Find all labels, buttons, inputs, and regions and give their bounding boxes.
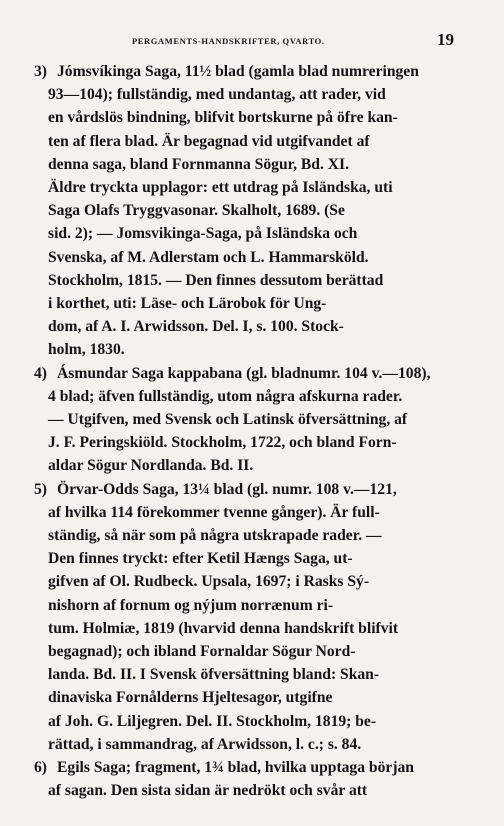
entry-number: 5) xyxy=(34,480,47,498)
entry-line: 93—104); fullständig, med undantag, att rader, vid xyxy=(48,86,386,104)
catalog-entry-6 xyxy=(34,756,474,802)
entry-line: rättad, i sammandrag, af Arwidsson, l. c.; s. 84. xyxy=(48,735,362,753)
entry-line: ten af flera blad. Är begagnad vid utgifvandet af xyxy=(48,132,370,150)
entry-line: — Utgifven, med Svensk och Latinsk öfversättning, af xyxy=(48,411,408,429)
catalog-entry-3 xyxy=(34,60,474,362)
entry-line: holm, 1830. xyxy=(48,341,125,359)
entry-line: Svenska, af M. Adlerstam och L. Hammarsköld. xyxy=(48,248,369,266)
entry-line: i korthet, uti: Läse- och Lärobok för Ung- xyxy=(48,295,327,313)
entry-number: 6) xyxy=(34,759,47,777)
entry-line: Stockholm, 1815. — Den finnes dessutom berättad xyxy=(48,271,384,289)
catalog-entries xyxy=(34,60,474,803)
entry-line: af hvilka 114 förekommer tvenne gånger). Är full- xyxy=(48,503,380,521)
entry-line: Jómsvíkinga Saga, 11½ blad (gamla blad numreringen xyxy=(57,63,419,80)
entry-line: sid. 2); — Jomsvikinga-Saga, på Isländska och xyxy=(48,225,358,243)
entry-line: J. F. Peringskiöld. Stockholm, 1722, och bland Forn- xyxy=(48,434,397,452)
entry-line: en vårdslös bindning, blifvit bortskurne på öfre kan- xyxy=(48,109,398,127)
entry-line: af Joh. G. Liljegren. Del. II. Stockholm, 1819; be- xyxy=(48,712,377,730)
entry-line: gifven af Ol. Rudbeck. Upsala, 1697; i Rasks Sý- xyxy=(48,573,370,591)
entry-line: Örvar-Odds Saga, 13¼ blad (gl. numr. 108 v.—121, xyxy=(57,480,397,498)
catalog-entry-5 xyxy=(34,478,474,756)
running-head: PERGAMENTS-HANDSKRIFTER, QVARTO. xyxy=(132,36,325,46)
entry-line: tum. Holmiæ, 1819 (hvarvid denna handskrift blifvit xyxy=(48,619,399,637)
entry-line: dinaviska Fornålderns Hjeltesagor, utgifne xyxy=(48,689,333,707)
entry-line: af sagan. Den sista sidan är nedrökt och svår att xyxy=(48,782,368,800)
entry-line: aldar Sögur Nordlanda. Bd. II. xyxy=(48,457,254,475)
entry-line: nishorn af fornum og nýjum norrænum ri- xyxy=(48,596,334,614)
entry-line: Ásmundar Saga kappabana (gl. bladnumr. 104 v.—108), xyxy=(57,364,431,382)
entry-line: Saga Olafs Tryggvasonar. Skalholt, 1689. (Se xyxy=(48,202,345,220)
entry-number: 4) xyxy=(34,364,47,382)
entry-line: 4 blad; äfven fullständig, utom några afskurna rader. xyxy=(48,387,403,405)
entry-number: 3) xyxy=(34,63,47,80)
entry-line: denna saga, bland Fornmanna Sögur, Bd. XI. xyxy=(48,155,350,173)
entry-line: Den finnes tryckt: efter Ketil Hængs Saga, ut- xyxy=(48,550,353,568)
entry-line: Äldre tryckta upplagor: ett utdrag på Isländska, uti xyxy=(48,179,393,197)
entry-line: begagnad); och ibland Fornaldar Sögur Nord- xyxy=(48,643,356,661)
entry-line: dom, af A. I. Arwidsson. Del. I, s. 100. Stock- xyxy=(48,318,344,336)
entry-line: ständig, så när som på några utskrapade rader. — xyxy=(48,527,382,545)
page-header xyxy=(0,30,504,50)
catalog-entry-4 xyxy=(34,362,474,478)
entry-line: Egils Saga; fragment, 1¾ blad, hvilka upptaga början xyxy=(57,759,414,777)
page-number: 19 xyxy=(437,30,454,49)
entry-line: landa. Bd. II. I Svensk öfversättning bland: Skan- xyxy=(48,666,380,684)
